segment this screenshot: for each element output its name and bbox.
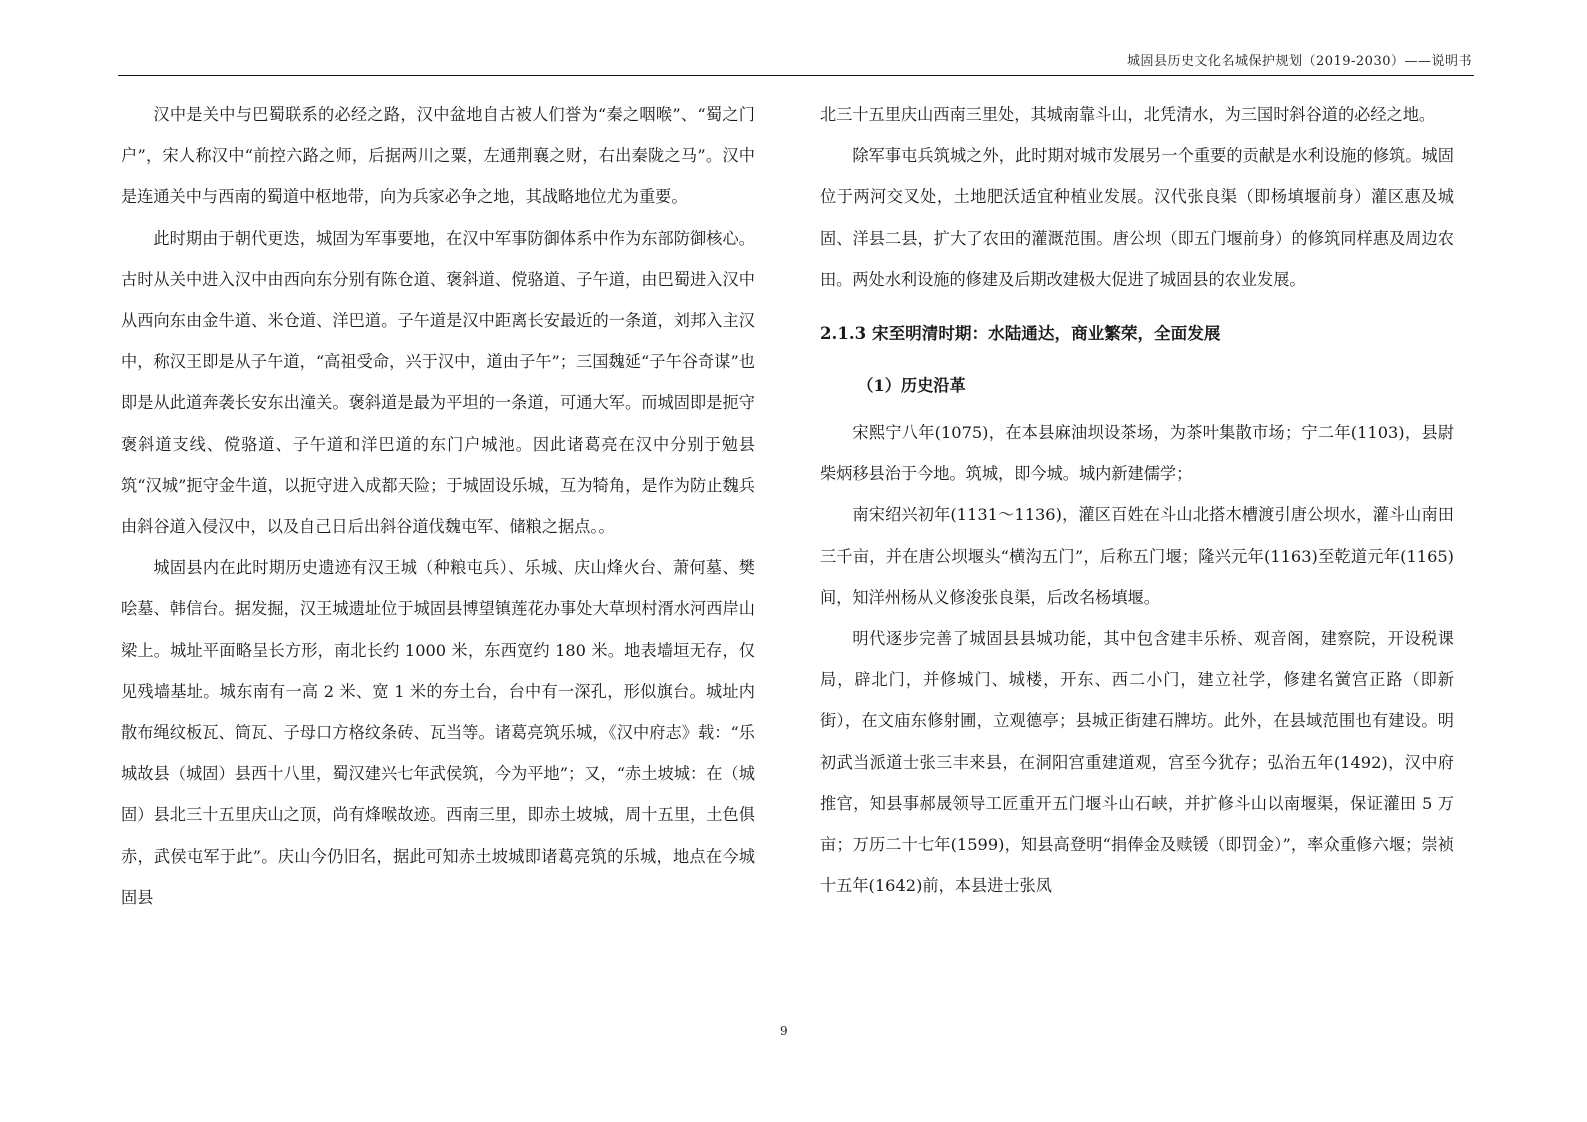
paragraph: 此时期由于朝代更迭，城固为军事要地，在汉中军事防御体系中作为东部防御核心。古时从关中进入汉中由西向东分别有陈仓道、褒斜道、傥骆道、子午道，由巴蜀进入汉中从西向东由金牛道、米仓道、洋巴道。子午道是汉中距离长安最近的一条道，刘邦入主汉中，称汉王即是从子午道，“高祖受命，兴于汉中，道由子午”；三国魏延“子午谷奇谋”也即是从此道奔袭长安东出潼关。褒斜道是最为平坦的一条道，可通大军。而城固即是扼守褒斜道支线、傥骆道、子午道和洋巴道的东门户城池。因此诸葛亮在汉中分别于勉县筑“汉城”扼守金牛道，以扼守进入成都天险；于城固设乐城，互为犄角，是作为防止魏兵由斜谷道入侵汉中，以及自己日后出斜谷道伐魏屯军、储粮之据点。。 xyxy=(121,228,755,537)
paragraph-continued: 北三十五里庆山西南三里处，其城南靠斗山，北凭清水，为三国时斜谷道的必经之地。 xyxy=(820,105,1436,124)
section-heading: 2.1.3 宋至明清时期：水陆通达，商业繁荣，全面发展 xyxy=(820,323,1221,344)
right-column xyxy=(820,94,1454,906)
page-number-label: 9 xyxy=(780,1024,788,1038)
paragraph: 城固县内在此时期历史遗迹有汉王城（种粮屯兵）、乐城、庆山烽火台、萧何墓、樊哙墓、韩信台。据发掘，汉王城遗址位于城固县博望镇莲花办事处大草坝村湑水河西岸山梁上。城址平面略呈长方形，南北长约 1000 米，东西宽约 180 米。地表墙垣无存，仅见残墙基址。城东南有一高 2 米、宽 1 米的夯土台，台中有一深孔，形似旗台。城址内散布绳纹板瓦、筒瓦、子母口方格纹条砖、瓦当等。诸葛亮筑乐城，《汉中府志》载：“乐城故县（城固）县西十八里，蜀汉建兴七年武侯筑，今为平地”；又，“赤土坡城：在（城固）县北三十五里庆山之顶，尚有烽喉故迹。西南三里，即赤土坡城，周十五里，土色俱赤，武侯屯军于此”。庆山今仍旧名，据此可知赤土坡城即诸葛亮筑的乐城，地点在今城固县 xyxy=(121,558,755,907)
paragraph: 明代逐步完善了城固县县城功能，其中包含建丰乐桥、观音阁，建察院，开设税课局，辟北门，并修城门、城楼，开东、西二小门，建立社学，修建名黉宫正路（即新街），在文庙东修射圃，立观德亭；县城正街建石牌坊。此外，在县域范围也有建设。明初武当派道士张三丰来县，在洞阳宫重建道观，宫至今犹存；弘治五年(1492)，汉中府推官，知县事郝晟领导工匠重开五门堰斗山石峡，并扩修斗山以南堰渠，保证灌田 5 万亩；万历二十七年(1599)，知县高登明“捐俸金及赎锾（即罚金）”，率众重修六堰；崇祯十五年(1642)前，本县进士张凤 xyxy=(820,629,1454,896)
left-column xyxy=(121,94,755,918)
subsection-heading: （1）历史沿革 xyxy=(857,376,966,396)
paragraph: 汉中是关中与巴蜀联系的必经之路，汉中盆地自古被人们誉为“秦之咽喉”、“蜀之门户”，宋人称汉中“前控六路之师，后据两川之粟，左通荆襄之财，右出秦陇之马”。汉中是连通关中与西南的蜀道中枢地带，向为兵家必争之地，其战略地位尤为重要。 xyxy=(121,105,755,207)
header-divider xyxy=(118,75,1474,76)
paragraph: 南宋绍兴初年(1131～1136)，灌区百姓在斗山北搭木槽渡引唐公坝水，灌斗山南田三千亩，并在唐公坝堰头“横沟五门”，后称五门堰；隆兴元年(1163)至乾道元年(1165)间，知洋州杨从义修浚张良渠，后改名杨填堰。 xyxy=(820,505,1454,607)
paragraph: 宋熙宁八年(1075)，在本县麻油坝设茶场，为茶叶集散市场；宁二年(1103)，县尉柴炳移县治于今地。筑城，即今城。城内新建儒学； xyxy=(820,423,1454,484)
running-header: 城固县历史文化名城保护规划（2019-2030）——说明书 xyxy=(1126,54,1472,69)
paragraph: 除军事屯兵筑城之外，此时期对城市发展另一个重要的贡献是水利设施的修筑。城固位于两河交叉处，土地肥沃适宜种植业发展。汉代张良渠（即杨填堰前身）灌区惠及城固、洋县二县，扩大了农田的灌溉范围。唐公坝（即五门堰前身）的修筑同样惠及周边农田。两处水利设施的修建及后期改建极大促进了城固县的农业发展。 xyxy=(820,146,1454,289)
